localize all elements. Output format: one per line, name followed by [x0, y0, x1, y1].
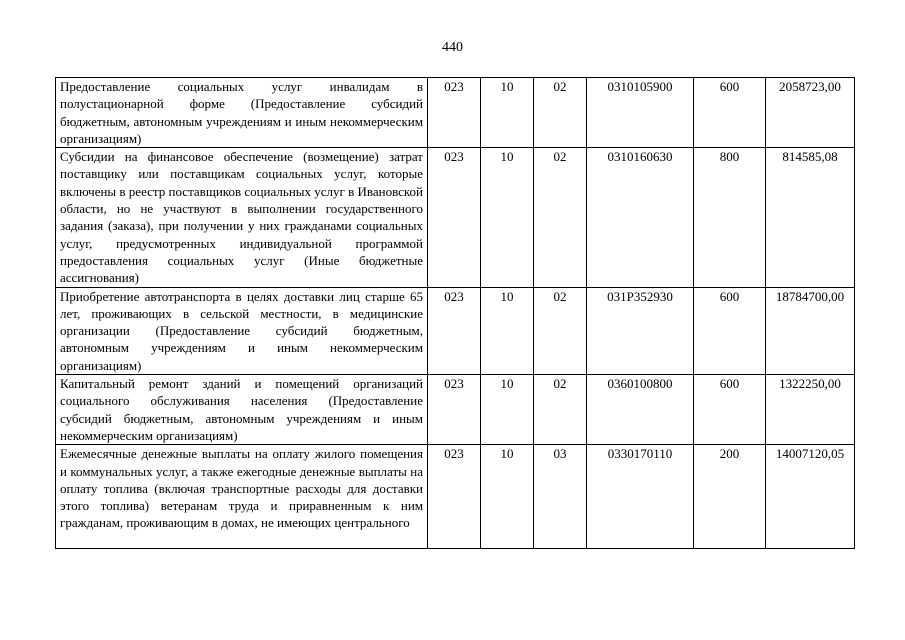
page-number: 440 [442, 40, 463, 55]
ministry-code: 023 [428, 375, 481, 445]
expense-type-code: 600 [694, 78, 766, 148]
row-description: Предоставление социальных услуг инвалидам в полустационарной форме (Предоставление субсидий бюджетным, автономным учреждениям и иным некоммерческим организациям) [56, 78, 428, 148]
amount-value: 814585,08 [766, 148, 855, 287]
row-description: Приобретение автотранспорта в целях доставки лиц старше 65 лет, проживающих в сельской местности, в медицинские организации (Предоставление субсидий бюджетным, автономным учреждениям и иным некоммерческим организациям) [56, 287, 428, 374]
section-code: 10 [481, 445, 534, 549]
amount-value: 2058723,00 [766, 78, 855, 148]
expense-type-code: 800 [694, 148, 766, 287]
table-row [56, 375, 855, 445]
row-description: Ежемесячные денежные выплаты на оплату жилого помещения и коммунальных услуг, а также ежегодные денежные выплаты на оплату топлива (включая транспортные расходы для доставки этого топлива) ветеранам труда и приравненным к ним гражданам, проживающим в домах, не имеющих центрального [56, 445, 428, 549]
table-row [56, 287, 855, 374]
expense-type-code: 600 [694, 375, 766, 445]
ministry-code: 023 [428, 287, 481, 374]
target-article-code: 0310105900 [587, 78, 694, 148]
target-article-code: 0360100800 [587, 375, 694, 445]
subsection-code: 02 [534, 78, 587, 148]
section-code: 10 [481, 375, 534, 445]
subsection-code: 02 [534, 375, 587, 445]
expense-type-code: 600 [694, 287, 766, 374]
amount-value: 18784700,00 [766, 287, 855, 374]
table-row [56, 148, 855, 287]
amount-value: 14007120,05 [766, 445, 855, 549]
section-code: 10 [481, 287, 534, 374]
subsection-code: 02 [534, 148, 587, 287]
section-code: 10 [481, 78, 534, 148]
table-row [56, 78, 855, 148]
subsection-code: 03 [534, 445, 587, 549]
section-code: 10 [481, 148, 534, 287]
row-description: Субсидии на финансовое обеспечение (возмещение) затрат поставщику или поставщикам социальных услуг, которые включены в реестр поставщиков социальных услуг в Ивановской области, но не участвуют в выполнении государственного задания (заказа), при получении у них гражданами социальных услуг, предусмотренных индивидуальной программой предоставления социальных услуг (Иные бюджетные ассигнования) [56, 148, 428, 287]
target-article-code: 0330170110 [587, 445, 694, 549]
ministry-code: 023 [428, 78, 481, 148]
budget-table [55, 77, 855, 549]
target-article-code: 0310160630 [587, 148, 694, 287]
row-description: Капитальный ремонт зданий и помещений организаций социального обслуживания населения (Предоставление субсидий бюджетным, автономным учреждениям и иным некоммерческим организациям) [56, 375, 428, 445]
amount-value: 1322250,00 [766, 375, 855, 445]
expense-type-code: 200 [694, 445, 766, 549]
subsection-code: 02 [534, 287, 587, 374]
ministry-code: 023 [428, 445, 481, 549]
ministry-code: 023 [428, 148, 481, 287]
target-article-code: 031P352930 [587, 287, 694, 374]
table-row [56, 445, 855, 549]
